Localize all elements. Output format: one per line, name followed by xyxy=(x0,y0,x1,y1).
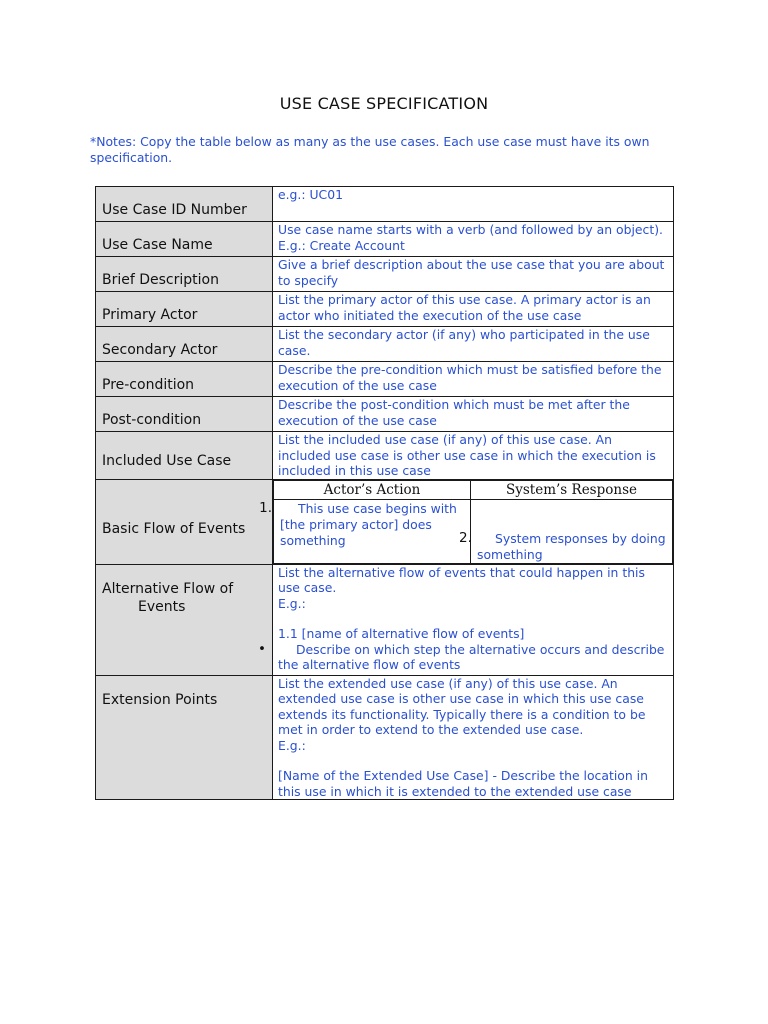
label-cell xyxy=(96,292,273,327)
row-label: Basic Flow of Events xyxy=(102,520,246,537)
value-cell: List the secondary actor (if any) who participated in the use case. xyxy=(273,327,674,362)
row-label: Extension Points xyxy=(102,691,218,708)
row-alternative-flow xyxy=(96,564,674,675)
row-label: Alternative Flow of xyxy=(102,580,234,597)
value-cell: e.g.: UC01 xyxy=(273,187,674,222)
label-cell xyxy=(96,327,273,362)
row-secondary-actor xyxy=(96,327,674,362)
row-use-case-id xyxy=(96,187,674,222)
notes-text: *Notes: Copy the table below as many as the use cases. Each use case must have its own specification. xyxy=(90,134,650,165)
system-response-cell xyxy=(459,499,673,563)
extension-intro: List the extended use case (if any) of this use case. An extended use case is other use case in which this use case extends its functionality. Typically there is a condition to be met in order to extend to the extended use case. xyxy=(278,675,646,737)
step-number: 1. xyxy=(259,499,272,516)
row-label-continued: Events xyxy=(138,598,186,615)
value-cell: Use case name starts with a verb (and followed by an object). E.g.: Create Account xyxy=(273,222,674,257)
extension-eg: E.g.: xyxy=(278,737,306,753)
value-cell: Give a brief description about the use case that you are about to specify xyxy=(273,257,674,292)
row-label: Pre-condition xyxy=(102,377,195,393)
label-cell xyxy=(96,362,273,397)
label-cell xyxy=(96,432,273,480)
step-number: 2. xyxy=(459,529,472,546)
alt-flow-eg: E.g.: xyxy=(278,595,306,611)
value-cell: Describe the pre-condition which must be satisfied before the execution of the use case xyxy=(273,362,674,397)
row-basic-flow xyxy=(96,479,674,564)
label-cell xyxy=(96,564,273,675)
label-cell xyxy=(96,222,273,257)
use-case-spec-table xyxy=(95,186,674,800)
label-cell xyxy=(96,257,273,292)
row-label: Included Use Case xyxy=(102,452,232,469)
alt-flow-bullet-text: Describe on which step the alternative occurs and describe the alternative flow of events xyxy=(278,641,665,672)
alt-flow-item: 1.1 [name of alternative flow of events] xyxy=(278,626,525,641)
row-primary-actor xyxy=(96,292,674,327)
row-label: Post-condition xyxy=(102,412,202,428)
value-cell: Describe the post-condition which must be met after the execution of the use case xyxy=(273,397,674,432)
alt-flow-intro: List the alternative flow of events that could happen in this use case. xyxy=(278,564,645,595)
column-header: System’s Response xyxy=(471,480,673,499)
row-post-condition xyxy=(96,397,674,432)
flow-events-table xyxy=(273,480,673,564)
label-cell xyxy=(96,187,273,222)
row-label: Use Case ID Number xyxy=(102,202,247,218)
label-cell xyxy=(96,675,273,800)
value-cell xyxy=(273,564,674,675)
row-label: Brief Description xyxy=(102,272,219,288)
bullet-marker: • xyxy=(258,640,266,657)
extension-example: [Name of the Extended Use Case] - Describe the location in this use in which it is extended to the extended use case xyxy=(278,768,648,799)
row-label: Primary Actor xyxy=(102,307,198,323)
flow-events-cell xyxy=(273,479,674,564)
actor-action-cell xyxy=(274,499,471,563)
row-pre-condition xyxy=(96,362,674,397)
value-cell xyxy=(273,675,674,800)
page-title: USE CASE SPECIFICATION xyxy=(279,94,489,113)
column-header: Actor’s Action xyxy=(274,480,471,499)
row-brief-description xyxy=(96,257,674,292)
system-response-text: System responses by doing something xyxy=(477,530,666,562)
actor-action-text: This use case begins with [the primary actor] does something xyxy=(280,500,457,548)
value-cell: List the primary actor of this use case. A primary actor is an actor who initiated the execution of the use case xyxy=(273,292,674,327)
row-label: Use Case Name xyxy=(102,237,213,253)
row-label: Secondary Actor xyxy=(102,342,218,358)
row-included-use-case xyxy=(96,432,674,480)
value-cell: List the included use case (if any) of this use case. An included use case is other use case in which the execution is included in this use case xyxy=(273,432,674,480)
row-extension-points xyxy=(96,675,674,800)
label-cell xyxy=(96,397,273,432)
row-use-case-name xyxy=(96,222,674,257)
label-cell xyxy=(96,479,273,564)
